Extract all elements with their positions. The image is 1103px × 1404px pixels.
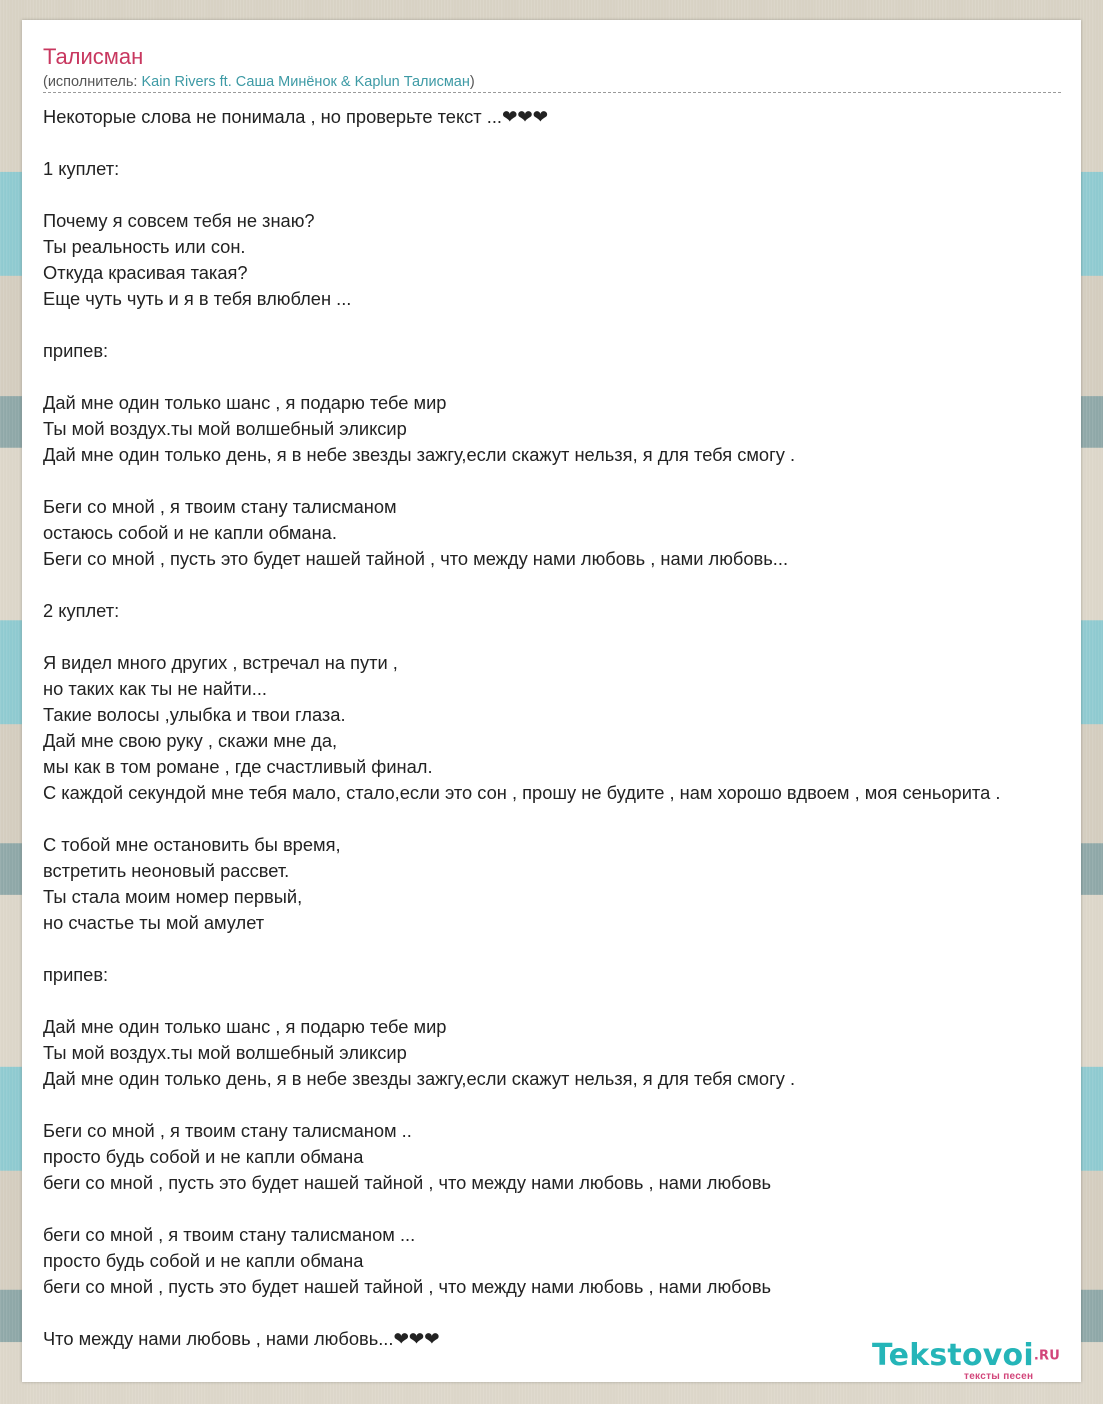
lyric-line: Некоторые слова не понимала , но проверьте текст ...❤❤❤ xyxy=(43,106,548,127)
lyric-line: беги со мной , пусть это будет нашей тайной , что между нами любовь , нами любовь xyxy=(43,1276,772,1297)
logo-tagline: тексты песен xyxy=(964,1371,1034,1382)
lyric-line xyxy=(43,624,1103,650)
logo-name: Tekstovoi xyxy=(872,1338,1034,1373)
lyric-line: Ты мой воздух.ты мой волшебный эликсир xyxy=(43,1042,407,1063)
lyric-line: 1 куплет: xyxy=(43,158,120,179)
lyric-line: но счастье ты мой амулет xyxy=(43,912,265,933)
lyric-line: Такие волосы ,улыбка и твои глаза. xyxy=(43,704,346,725)
lyric-line: беги со мной , я твоим стану талисманом ... xyxy=(43,1224,416,1245)
lyric-line: С тобой мне остановить бы время, xyxy=(43,834,341,855)
lyric-line xyxy=(43,988,1103,1014)
lyric-line xyxy=(43,1092,1103,1118)
artist-link[interactable]: Kain Rivers ft. Саша Минёнок & Kaplun Талисман xyxy=(141,74,470,90)
lyric-line: Дай мне один только шанс , я подарю тебе мир xyxy=(43,1016,447,1037)
lyric-line: Я видел много других , встречал на пути , xyxy=(43,652,398,673)
lyric-line: Откуда красивая такая? xyxy=(43,262,248,283)
logo-tld: .RU xyxy=(1033,1348,1060,1364)
logo-wordmark xyxy=(872,1338,1060,1375)
lyric-line: Ты стала моим номер первый, xyxy=(43,886,303,907)
lyric-line: но таких как ты не найти... xyxy=(43,678,267,699)
lyric-line: припев: xyxy=(43,964,109,985)
lyric-line: 2 куплет: xyxy=(43,600,120,621)
lyric-line: беги со мной , пусть это будет нашей тайной , что между нами любовь , нами любовь xyxy=(43,1172,772,1193)
lyric-line xyxy=(43,130,1103,156)
lyric-line: С каждой секундой мне тебя мало, стало,если это сон , прошу не будите , нам хорошо вдвоем , моя сеньорита . xyxy=(43,782,1001,803)
title-divider xyxy=(43,92,1061,93)
lyric-line: Что между нами любовь , нами любовь...❤❤❤ xyxy=(43,1328,440,1349)
lyric-line xyxy=(43,182,1103,208)
lyric-line: встретить неоновый рассвет. xyxy=(43,860,290,881)
lyric-line xyxy=(43,364,1103,390)
lyric-line: Ты мой воздух.ты мой волшебный эликсир xyxy=(43,418,407,439)
lyric-line: Дай мне свою руку , скажи мне да, xyxy=(43,730,338,751)
lyric-line: Почему я совсем тебя не знаю? xyxy=(43,210,315,231)
lyric-line xyxy=(43,312,1103,338)
lyric-line: просто будь собой и не капли обмана xyxy=(43,1146,364,1167)
lyric-line: Дай мне один только день, я в небе звезды зажгу,если скажут нельзя, я для тебя смогу . xyxy=(43,444,796,465)
lyric-line: Еще чуть чуть и я в тебя влюблен ... xyxy=(43,288,352,309)
lyrics-text xyxy=(43,104,1103,1352)
lyric-line xyxy=(43,468,1103,494)
lyric-line xyxy=(43,572,1103,598)
site-logo[interactable] xyxy=(872,1338,1082,1382)
lyrics-card xyxy=(22,20,1081,1382)
lyric-line: мы как в том романе , где счастливый финал. xyxy=(43,756,433,777)
artist-suffix: ) xyxy=(469,74,475,90)
lyric-line: Ты реальность или сон. xyxy=(43,236,246,257)
lyric-line: просто будь собой и не капли обмана xyxy=(43,1250,364,1271)
lyric-line: Дай мне один только день, я в небе звезды зажгу,если скажут нельзя, я для тебя смогу . xyxy=(43,1068,796,1089)
lyric-line: Беги со мной , пусть это будет нашей тайной , что между нами любовь , нами любовь... xyxy=(43,548,789,569)
lyric-line xyxy=(43,1300,1103,1326)
lyric-line: Беги со мной , я твоим стану талисманом xyxy=(43,496,397,517)
lyric-line: припев: xyxy=(43,340,109,361)
lyric-line xyxy=(43,936,1103,962)
lyric-line xyxy=(43,806,1103,832)
song-title: Талисман xyxy=(43,44,144,69)
artist-prefix: (исполнитель: xyxy=(43,74,142,90)
lyric-line xyxy=(43,1196,1103,1222)
lyric-line: Дай мне один только шанс , я подарю тебе мир xyxy=(43,392,447,413)
lyric-line: Беги со мной , я твоим стану талисманом .. xyxy=(43,1120,412,1141)
artist-line xyxy=(43,73,475,91)
lyric-line: остаюсь собой и не капли обмана. xyxy=(43,522,337,543)
